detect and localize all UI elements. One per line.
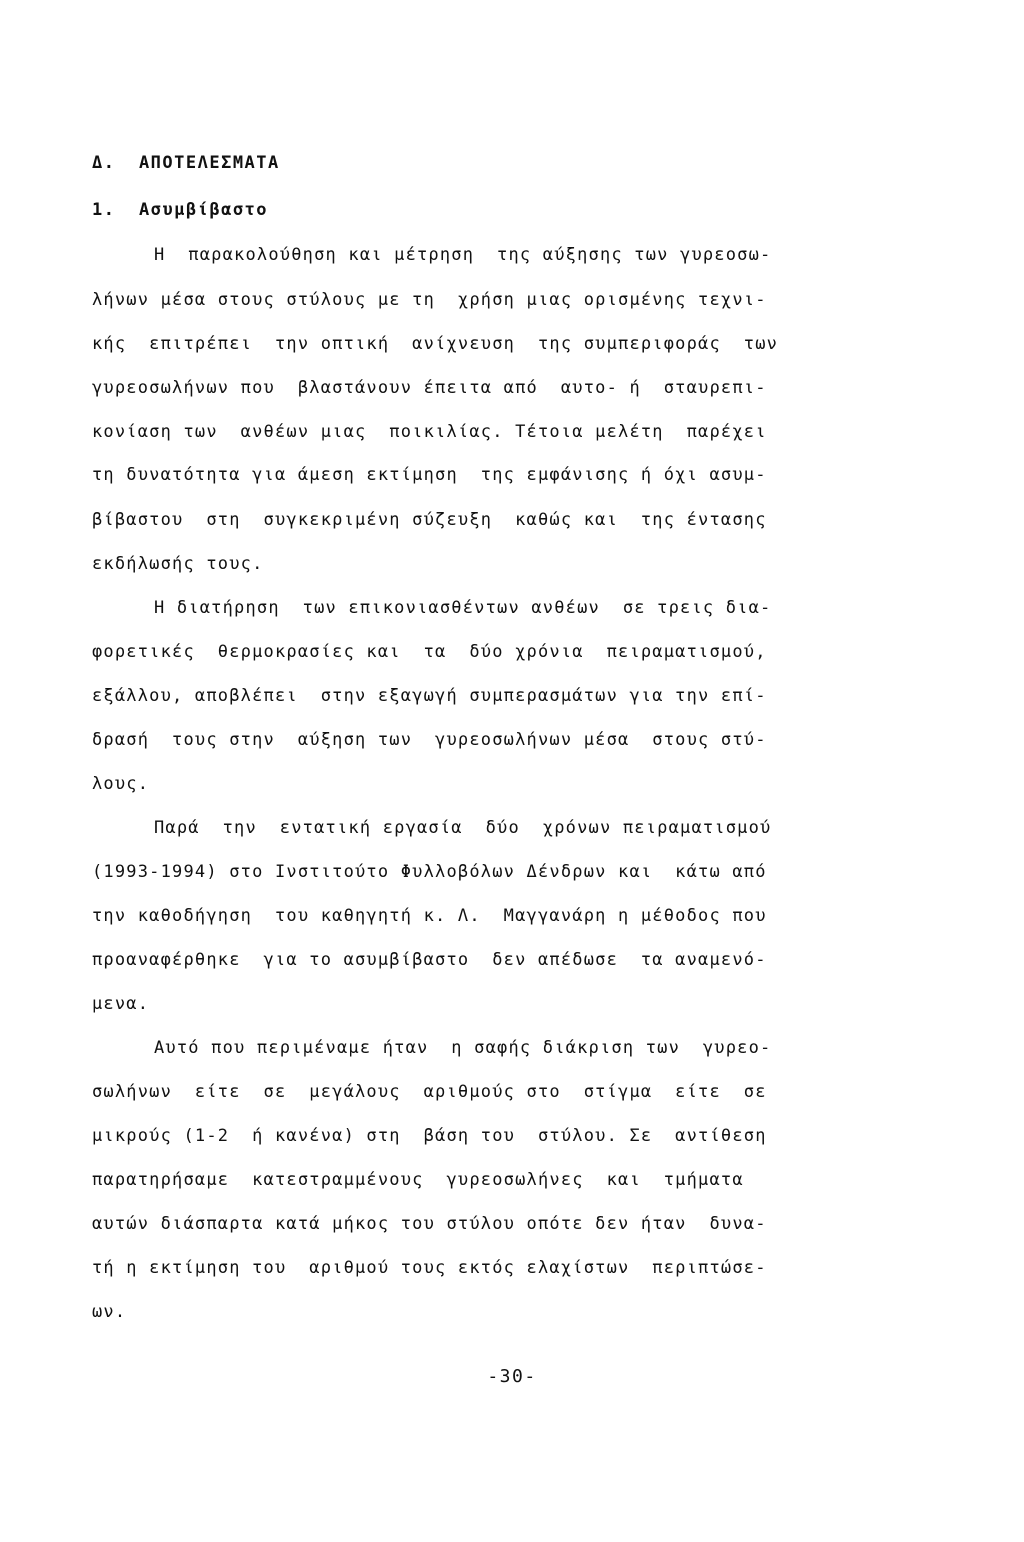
text-line: προαναφέρθηκε για το ασυμβίβαστο δεν απέδωσε τα αναμενό-: [92, 950, 767, 970]
text-line: (1993-1994) στο Ινστιτούτο Φυλλοβόλων Δένδρων και κάτω από: [92, 862, 767, 882]
text-line: γυρεοσωλήνων που βλαστάνουν έπειτα από αυτο- ή σταυρεπι-: [92, 378, 767, 398]
text-line: Η παρακολούθηση και μέτρηση της αύξησης των γυρεοσω-: [154, 245, 772, 265]
text-line: Παρά την εντατική εργασία δύο χρόνων πειραματισμού: [154, 818, 772, 838]
text-line: αυτών διάσπαρτα κατά μήκος του στύλου οπότε δεν ήταν δυνα-: [92, 1214, 767, 1234]
text-line: λους.: [92, 774, 150, 794]
text-line: σωλήνων είτε σε μεγάλους αριθμούς στο στίγμα είτε σε: [92, 1082, 767, 1102]
text-line: Αυτό που περιμέναμε ήταν η σαφής διάκριση των γυρεο-: [154, 1038, 772, 1058]
text-line: μικρούς (1-2 ή κανένα) στη βάση του στύλου. Σε αντίθεση: [92, 1126, 767, 1146]
text-line: παρατηρήσαμε κατεστραμμένους γυρεοσωλήνες και τμήματα: [92, 1170, 744, 1190]
text-line: φορετικές θερμοκρασίες και τα δύο χρόνια πειραματισμού,: [92, 642, 767, 662]
subsection-heading: 1. Ασυμβίβαστο: [92, 200, 269, 220]
page-number: -30-: [487, 1366, 537, 1387]
text-line: την καθοδήγηση του καθηγητή κ. Λ. Μαγγανάρη η μέθοδος που: [92, 906, 767, 926]
text-line: εκδήλωσής τους.: [92, 554, 264, 574]
text-line: ων.: [92, 1302, 127, 1322]
text-line: δρασή τους στην αύξηση των γυρεοσωλήνων μέσα στους στύ-: [92, 730, 767, 750]
text-line: τή η εκτίμηση του αριθμού τους εκτός ελαχίστων περιπτώσε-: [92, 1258, 767, 1278]
text-line: κονίαση των ανθέων μιας ποικιλίας. Τέτοια μελέτη παρέχει: [92, 422, 767, 442]
text-line: κής επιτρέπει την οπτική ανίχνευση της συμπεριφοράς των: [92, 334, 779, 354]
text-line: βίβαστου στη συγκεκριμένη σύζευξη καθώς και της έντασης: [92, 510, 767, 530]
text-line: λήνων μέσα στους στύλους με τη χρήση μιας ορισμένης τεχνι-: [92, 290, 767, 310]
text-line: Η διατήρηση των επικονιασθέντων ανθέων σε τρεις δια-: [154, 598, 772, 618]
text-line: μενα.: [92, 994, 150, 1014]
text-line: τη δυνατότητα για άμεση εκτίμηση της εμφάνισης ή όχι ασυμ-: [92, 465, 767, 485]
text-line: εξάλλου, αποβλέπει στην εξαγωγή συμπερασμάτων για την επί-: [92, 686, 767, 706]
section-heading: Δ. ΑΠΟΤΕΛΕΣΜΑΤΑ: [92, 153, 280, 173]
